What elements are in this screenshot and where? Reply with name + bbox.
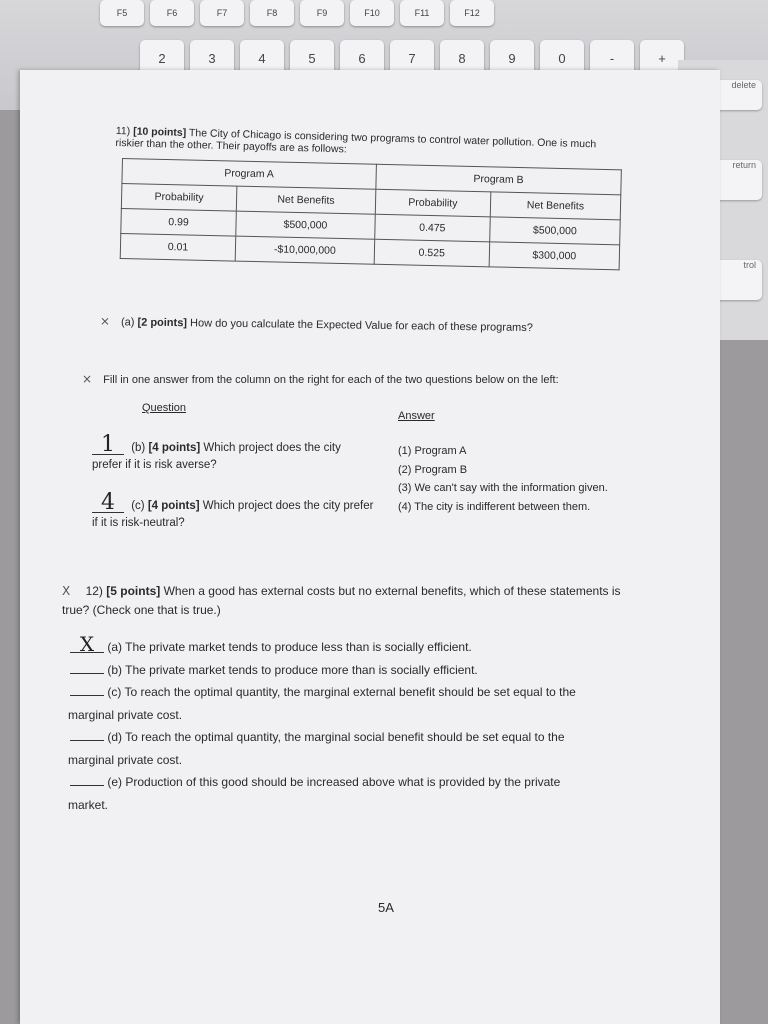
answer-blank-b[interactable]: 1 xyxy=(92,436,124,455)
part-points: [2 points] xyxy=(137,316,188,330)
table-cell: $300,000 xyxy=(489,242,620,270)
handwritten-x-mark: × xyxy=(82,372,93,386)
part-label: (c) xyxy=(131,500,145,512)
check-blank[interactable] xyxy=(70,695,104,696)
table-cell: $500,000 xyxy=(490,217,621,245)
key-f12: F12 xyxy=(450,0,494,26)
exam-page xyxy=(20,70,720,1024)
option-text: (a) The private market tends to produce less than is socially efficient. xyxy=(107,640,472,654)
option-text-continued: marginal private cost. xyxy=(68,707,183,722)
key-f6: F6 xyxy=(150,0,194,26)
part-points: [4 points] xyxy=(147,500,200,512)
control-key: trol xyxy=(692,260,762,300)
question-points: [10 points] xyxy=(132,125,187,139)
question-points: [5 points] xyxy=(106,584,161,598)
return-key: return xyxy=(692,160,762,200)
question-number: 11) xyxy=(115,125,131,138)
column-header: Probability xyxy=(375,189,491,217)
question-column-heading: Question xyxy=(142,402,187,414)
part-points: [4 points] xyxy=(148,442,201,454)
check-blank[interactable] xyxy=(70,673,104,674)
key-f10: F10 xyxy=(350,0,394,26)
part-text: How do you calculate the Expected Value for each of these programs? xyxy=(189,317,533,335)
option-text: (c) To reach the optimal quantity, the marginal external benefit should be set equal to the xyxy=(107,685,576,699)
option-d xyxy=(70,726,680,771)
table-cell: $500,000 xyxy=(236,211,375,239)
option-e xyxy=(70,771,680,816)
part-label: (b) xyxy=(131,442,146,454)
question-12-options xyxy=(68,632,680,816)
key-0: 0 xyxy=(540,40,584,76)
key-plus: + xyxy=(640,40,684,76)
table-cell: 0.475 xyxy=(375,214,491,242)
answer-options-list xyxy=(398,442,608,516)
key-5: 5 xyxy=(290,40,334,76)
option-text-continued: marginal private cost. xyxy=(68,752,183,767)
check-blank[interactable] xyxy=(70,740,104,741)
check-blank[interactable] xyxy=(70,785,104,786)
function-key-row xyxy=(100,0,494,26)
table-cell: 0.99 xyxy=(121,208,237,236)
question-b xyxy=(92,432,372,474)
key-f7: F7 xyxy=(200,0,244,26)
key-minus: - xyxy=(590,40,634,76)
answer-blank-c[interactable]: 4 xyxy=(92,494,124,513)
check-blank[interactable]: X xyxy=(70,636,104,653)
option-b xyxy=(70,659,680,682)
key-2: 2 xyxy=(140,40,184,76)
part-label: (a) xyxy=(120,316,135,329)
key-8: 8 xyxy=(440,40,484,76)
question-11-prompt xyxy=(115,125,615,163)
list-item: (3) We can't say with the information given. xyxy=(398,482,608,494)
option-text-continued: market. xyxy=(68,797,109,812)
key-f11: F11 xyxy=(400,0,444,26)
page-number: 5A xyxy=(378,900,394,915)
answer-column-heading: Answer xyxy=(398,410,435,422)
key-f9: F9 xyxy=(300,0,344,26)
column-header: Net Benefits xyxy=(490,192,621,220)
table-cell: 0.525 xyxy=(374,239,490,267)
payoff-table xyxy=(120,158,622,270)
option-text: (d) To reach the optimal quantity, the marginal social benefit should be set equal to the xyxy=(107,730,565,744)
key-6: 6 xyxy=(340,40,384,76)
question-number: 12) xyxy=(85,584,103,598)
option-c xyxy=(70,681,680,726)
list-item: (1) Program A xyxy=(398,445,467,457)
column-header: Probability xyxy=(121,184,237,212)
list-item: (2) Program B xyxy=(398,463,468,476)
part-text: Which project does the city prefer if it is risk averse? xyxy=(92,442,341,471)
table-cell: -$10,000,000 xyxy=(235,236,374,264)
delete-key: delete xyxy=(692,80,762,110)
key-9: 9 xyxy=(490,40,534,76)
question-text: When a good has external costs but no external benefits, which of these statements is true? (Check one that is true.) xyxy=(62,584,621,617)
key-4: 4 xyxy=(240,40,284,76)
list-item: (4) The city is indifferent between them. xyxy=(398,500,591,513)
key-3: 3 xyxy=(190,40,234,76)
part-text: Which project does the city prefer if it is risk-neutral? xyxy=(92,500,374,529)
handwritten-x-mark: × xyxy=(99,314,111,329)
option-text: (b) The private market tends to produce more than is socially efficient. xyxy=(107,662,478,677)
program-b-title: Program B xyxy=(376,164,622,195)
key-f5: F5 xyxy=(100,0,144,26)
program-a-title: Program A xyxy=(122,159,376,190)
table-cell: 0.01 xyxy=(120,233,236,261)
question-c xyxy=(92,490,382,532)
key-f8: F8 xyxy=(250,0,294,26)
option-a xyxy=(70,632,680,659)
handwritten-x-mark: X xyxy=(62,584,71,598)
option-text: (e) Production of this good should be increased above what is provided by the private xyxy=(107,775,561,789)
question-12-prompt xyxy=(62,582,642,620)
question-11a xyxy=(100,314,533,334)
question-text: The City of Chicago is considering two programs to control water pollution. One is much riskier than the other. Their payoffs are as follows: xyxy=(115,127,597,156)
fill-in-instruction xyxy=(82,372,559,386)
instruction-text: Fill in one answer from the column on the right for each of the two questions below on the left: xyxy=(103,374,559,386)
column-header: Net Benefits xyxy=(236,186,375,214)
key-7: 7 xyxy=(390,40,434,76)
